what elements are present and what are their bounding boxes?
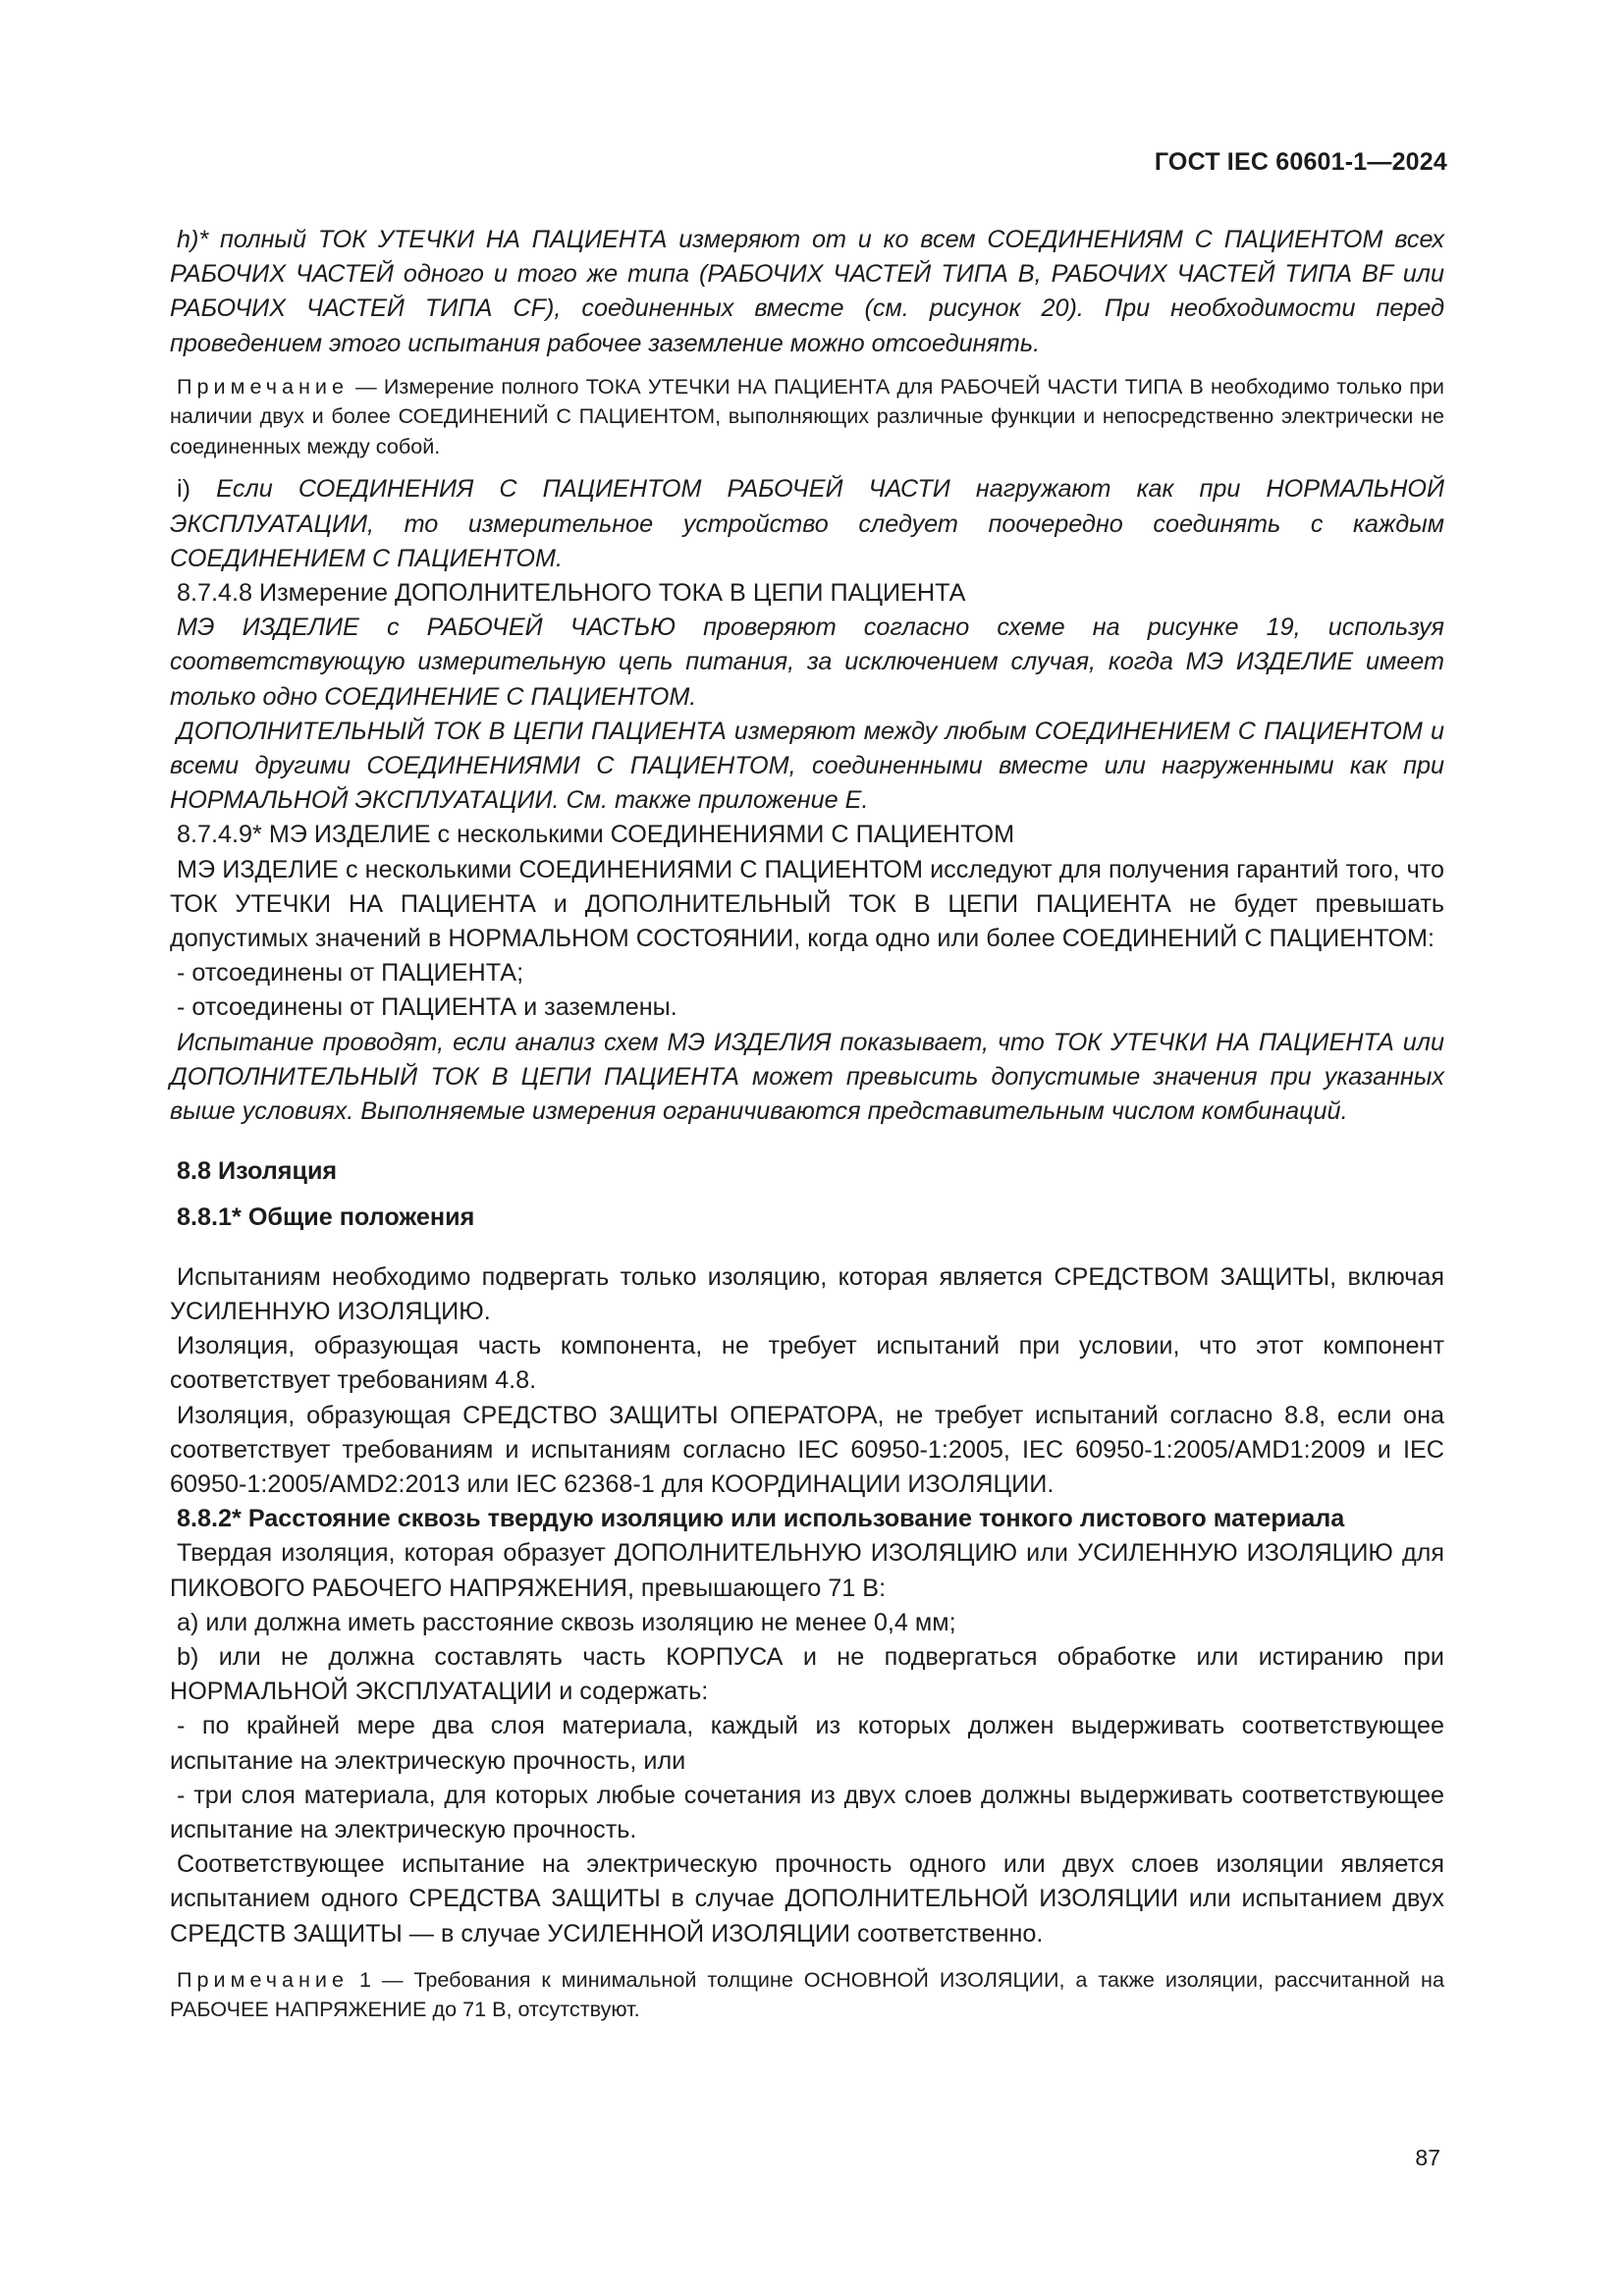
- paragraph-8-7-4-9-test: Испытание проводят, если анализ схем МЭ ИЗДЕЛИЯ показывает, что ТОК УТЕЧКИ НА ПАЦИЕНТА или ДОПОЛНИТЕЛЬНЫЙ ТОК В ЦЕПИ ПАЦИЕНТА может превысить допустимые значения при указанных выше условиях. Выполняемые измерения ограничиваются представительным числом комбинаций.: [170, 1028, 1444, 1125]
- note-label: Примечание: [177, 373, 349, 399]
- note-label: Примечание: [177, 1966, 349, 1992]
- note-1: [170, 372, 1444, 462]
- paragraph-8-7-4-8-b: ДОПОЛНИТЕЛЬНЫЙ ТОК В ЦЕПИ ПАЦИЕНТА измеряют между любым СОЕДИНЕНИЕМ С ПАЦИЕНТОМ и всеми другими СОЕДИНЕНИЯМИ С ПАЦИЕНТОМ, соединенными вместе или нагруженными как при НОРМАЛЬНОЙ ЭКСПЛУАТАЦИИ. См. также приложение Е.: [170, 717, 1444, 815]
- paragraph-8-7-4-8-a: МЭ ИЗДЕЛИЕ с РАБОЧЕЙ ЧАСТЬЮ проверяют согласно схеме на рисунке 19, используя соответствующую измерительную цепь питания, за исключением случая, когда МЭ ИЗДЕЛИЕ имеет только одно СОЕДИНЕНИЕ С ПАЦИЕНТОМ.: [170, 614, 1444, 711]
- section-8-8-1-title: 8.8.1* Общие положения: [177, 1203, 475, 1232]
- list-item: - отсоединены от ПАЦИЕНТА;: [177, 959, 524, 988]
- paragraph-8-8-2-a: Твердая изоляция, которая образует ДОПОЛНИТЕЛЬНУЮ ИЗОЛЯЦИЮ или УСИЛЕННУЮ ИЗОЛЯЦИЮ для ПИКОВОГО РАБОЧЕГО НАПРЯЖЕНИЯ, превышающего 71 В:: [170, 1539, 1444, 1602]
- note-2: [170, 1965, 1444, 2025]
- section-8-8-2-title: 8.8.2* Расстояние сквозь твердую изоляцию или использование тонкого листового материала: [177, 1505, 1345, 1533]
- clause-i-text: Если СОЕДИНЕНИЯ С ПАЦИЕНТОМ РАБОЧЕЙ ЧАСТИ нагружают как при НОРМАЛЬНОЙ ЭКСПЛУАТАЦИИ, то измерительное устройство следует поочередно соединять с каждым СОЕДИНЕНИЕМ С ПАЦИЕНТОМ.: [170, 475, 1444, 572]
- paragraph-8-8-1-b: Изоляция, образующая часть компонента, не требует испытаний при условии, что этот компонент соответствует требованиям 4.8.: [170, 1332, 1444, 1395]
- section-8-8-title: 8.8 Изоляция: [177, 1157, 338, 1186]
- list-item: - по крайней мере два слоя материала, каждый из которых должен выдерживать соответствующее испытание на электрическую прочность, или: [170, 1712, 1444, 1775]
- clause-i-label: i): [177, 475, 217, 504]
- paragraph-8-8-1-c: Изоляция, образующая СРЕДСТВО ЗАЩИТЫ ОПЕРАТОРА, не требует испытаний согласно 8.8, если она соответствует требованиям и испытаниям согласно IEC 60950-1:2005, IEC 60950-1:2005/AMD1:2009 и IEC 60950-1:2005/AMD2:2013 или IEC 62368-1 для КООРДИНАЦИИ ИЗОЛЯЦИИ.: [170, 1401, 1444, 1498]
- clause-i: [170, 472, 1444, 576]
- list-item: - три слоя материала, для которых любые сочетания из двух слоев должны выдерживать соответствующее испытание на электрическую прочность.: [170, 1781, 1444, 1844]
- list-item: - отсоединены от ПАЦИЕНТА и заземлены.: [177, 993, 677, 1022]
- list-item: a) или должна иметь расстояние сквозь изоляцию не менее 0,4 мм;: [177, 1608, 956, 1636]
- clause-h: h)* полный ТОК УТЕЧКИ НА ПАЦИЕНТА измеряют от и ко всем СОЕДИНЕНИЯМ С ПАЦИЕНТОМ всех РАБОЧИХ ЧАСТЕЙ одного и того же типа (РАБОЧИХ ЧАСТЕЙ ТИПА В, РАБОЧИХ ЧАСТЕЙ ТИПА BF или РАБОЧИХ ЧАСТЕЙ ТИПА CF), соединенных вместе (см. рисунок 20). При необходимости перед проведением этого испытания рабочее заземление можно отсоединять.: [170, 226, 1444, 357]
- paragraph-8-8-2-f: Соответствующее испытание на электрическую прочность одного или двух слоев изоляции является испытанием одного СРЕДСТВА ЗАЩИТЫ в случае ДОПОЛНИТЕЛЬНОЙ ИЗОЛЯЦИИ или испытанием двух СРЕДСТВ ЗАЩИТЫ — в случае УСИЛЕННОЙ ИЗОЛЯЦИИ соответственно.: [170, 1850, 1444, 1948]
- list-item: b) или не должна составлять часть КОРПУСА и не подвергаться обработке или истиранию при НОРМАЛЬНОЙ ЭКСПЛУАТАЦИИ и содержать:: [170, 1643, 1444, 1706]
- clause-8-7-4-9-title: 8.7.4.9* МЭ ИЗДЕЛИЕ с несколькими СОЕДИНЕНИЯМИ С ПАЦИЕНТОМ: [177, 821, 1015, 849]
- paragraph-8-8-1-a: Испытаниям необходимо подвергать только изоляцию, которая является СРЕДСТВОМ ЗАЩИТЫ, включая УСИЛЕННУЮ ИЗОЛЯЦИЮ.: [170, 1262, 1444, 1325]
- paragraph-8-7-4-9: МЭ ИЗДЕЛИЕ с несколькими СОЕДИНЕНИЯМИ С ПАЦИЕНТОМ исследуют для получения гарантий того, что ТОК УТЕЧКИ НА ПАЦИЕНТА и ДОПОЛНИТЕЛЬНЫЙ ТОК В ЦЕПИ ПАЦИЕНТА не будет превышать допустимых значений в НОРМАЛЬНОМ СОСТОЯНИИ, когда одно или более СОЕДИНЕНИЙ С ПАЦИЕНТОМ:: [170, 855, 1444, 952]
- document-header: ГОСТ IEC 60601-1—2024: [1154, 148, 1447, 176]
- note-text: 1 — Требования к минимальной толщине ОСНОВНОЙ ИЗОЛЯЦИИ, а также изоляции, рассчитанной на РАБОЧЕЕ НАПРЯЖЕНИЕ до 71 В, отсутствуют.: [170, 1966, 1444, 2022]
- page-body: [170, 223, 1444, 2036]
- page-number: 87: [1415, 2145, 1440, 2170]
- note-text: — Измерение полного ТОКА УТЕЧКИ НА ПАЦИЕНТА для РАБОЧЕЙ ЧАСТИ ТИПА В необходимо только при наличии двух и более СОЕДИНЕНИЙ С ПАЦИЕНТОМ, выполняющих различные функции и непосредственно электрически не соединенных между собой.: [170, 373, 1444, 458]
- clause-8-7-4-8-title: 8.7.4.8 Измерение ДОПОЛНИТЕЛЬНОГО ТОКА В ЦЕПИ ПАЦИЕНТА: [177, 578, 966, 607]
